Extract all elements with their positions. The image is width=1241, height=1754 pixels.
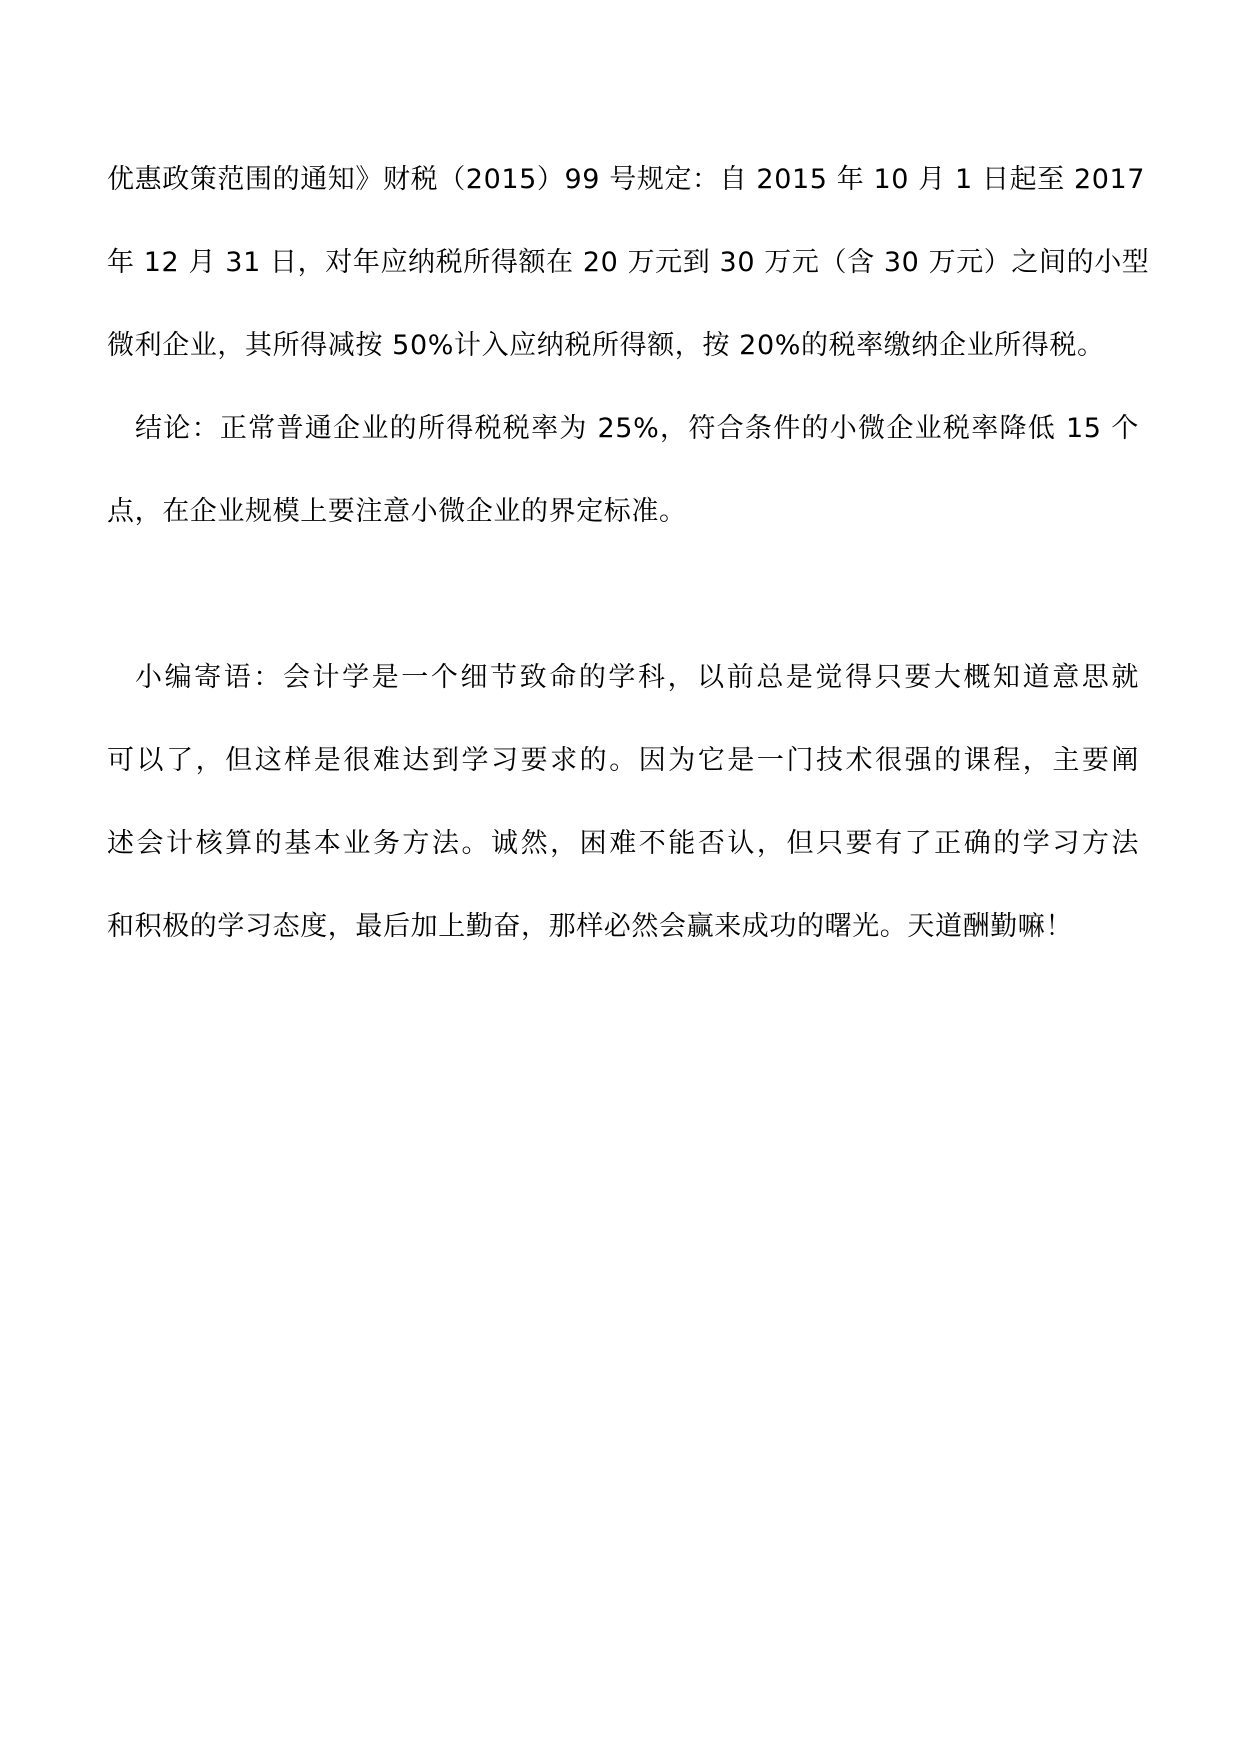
text-line: 可以了，但这样是很难达到学习要求的。因为它是一门技术很强的课程，主要阐 (107, 745, 1139, 776)
text-line: 微利企业，其所得减按 50%计入应纳税所得额，按 20%的税率缴纳企业所得税。 (107, 330, 1105, 361)
text-line: 点，在企业规模上要注意小微企业的界定标准。 (107, 496, 687, 527)
paragraph-conclusion (107, 412, 1139, 529)
paragraph-spacer (107, 578, 1139, 661)
text-line: 结论：正常普通企业的所得税税率为 25%，符合条件的小微企业税率降低 15 个 (135, 413, 1139, 444)
paragraph-tax-policy (107, 163, 1150, 363)
text-line: 小编寄语：会计学是一个细节致命的学科，以前总是觉得只要大概知道意思就 (135, 662, 1139, 693)
paragraph-editor-note (107, 661, 1139, 944)
text-line: 优惠政策范围的通知》财税（2015）99 号规定：自 2015 年 10 月 1 日起至 2017 (107, 164, 1146, 195)
document-body (107, 163, 1150, 993)
text-line: 述会计核算的基本业务方法。诚然，困难不能否认，但只要有了正确的学习方法 (107, 828, 1139, 859)
text-line: 年 12 月 31 日，对年应纳税所得额在 20 万元到 30 万元（含 30 万元）之间的小型 (107, 247, 1150, 278)
text-line: 和积极的学习态度，最后加上勤奋，那样必然会赢来成功的曙光。天道酬勤嘛！ (107, 911, 1073, 942)
